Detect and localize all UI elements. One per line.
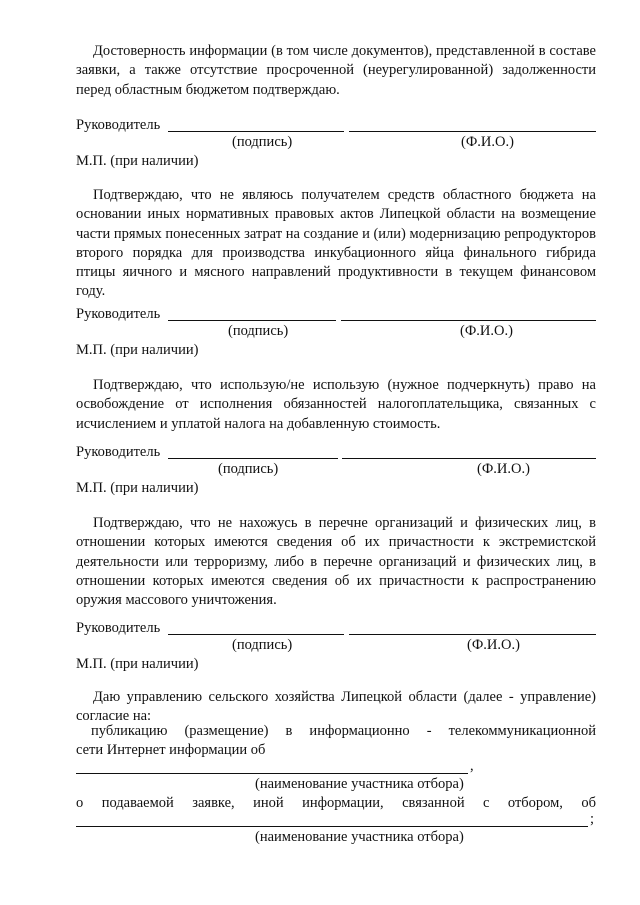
participant-caption: (наименование участника отбора) [255, 776, 464, 792]
head-label: Руководитель [76, 117, 161, 133]
name-line[interactable] [342, 458, 596, 459]
consent-publication-line: публикацию (размещение) в информационно - телекоммуникационной [91, 723, 596, 739]
name-caption: (Ф.И.О.) [467, 637, 520, 653]
paragraph-vat-exemption: Подтверждаю, что использую/не использую (нужное подчеркнуть) право на освобождение от исполнения обязанностей налогоплательщика, связанных с исчислением и уплатой налога на добавленную стоимость. [76, 377, 596, 432]
name-caption: (Ф.И.О.) [477, 461, 530, 477]
signature-line[interactable] [168, 458, 338, 459]
signature-caption: (подпись) [218, 461, 279, 477]
participant-semicolon: ; [590, 811, 595, 827]
paragraph-extremism-list: Подтверждаю, что не нахожусь в перечне организаций и физических лиц, в отношении которых имеются сведения об их причастности к экстремистской деятельности или терроризму, либо в перечне организаций и физических лиц, в отношении которых имеются сведения об их причастности к распространению оружия массового уничтожения. [76, 515, 596, 609]
paragraph-consent: Даю управлению сельского хозяйства Липецкой области (далее - управление) согласие на: [76, 689, 596, 725]
name-caption: (Ф.И.О.) [461, 134, 514, 150]
signature-caption: (подпись) [228, 323, 289, 339]
signature-line[interactable] [168, 320, 336, 321]
name-line[interactable] [349, 131, 596, 132]
participant-name-field[interactable] [76, 773, 468, 774]
participant-comma: , [470, 758, 474, 774]
paragraph-not-recipient: Подтверждаю, что не являюсь получателем средств областного бюджета на основании иных нормативных правовых актов Липецкой области на возмещение части прямых понесенных затрат на создание и (или) модернизацию репродукторов второго порядка для производства инкубационного яйца финального гибрида птицы яичного и мясного направлений продуктивности в текущем финансовом году. [76, 187, 596, 300]
head-label: Руководитель [76, 444, 161, 460]
name-caption: (Ф.И.О.) [460, 323, 513, 339]
name-line[interactable] [341, 320, 596, 321]
signature-caption: (подпись) [232, 134, 293, 150]
consent-application-line: о подаваемой заявке, иной информации, связанной с отбором, об [76, 795, 596, 811]
seal-label: М.П. (при наличии) [76, 480, 199, 496]
signature-line[interactable] [168, 131, 344, 132]
participant-name-field[interactable] [76, 826, 588, 827]
consent-internet-line: сети Интернет информации об [76, 742, 266, 758]
signature-line[interactable] [168, 634, 344, 635]
head-label: Руководитель [76, 306, 161, 322]
name-line[interactable] [349, 634, 596, 635]
head-label: Руководитель [76, 620, 161, 636]
participant-caption: (наименование участника отбора) [255, 829, 464, 845]
seal-label: М.П. (при наличии) [76, 342, 199, 358]
seal-label: М.П. (при наличии) [76, 656, 199, 672]
paragraph-reliability: Достоверность информации (в том числе документов), представленной в составе заявки, а также отсутствие просроченной (неурегулированной) задолженности перед областным бюджетом подтверждаю. [76, 43, 596, 98]
signature-caption: (подпись) [232, 637, 293, 653]
seal-label: М.П. (при наличии) [76, 153, 199, 169]
